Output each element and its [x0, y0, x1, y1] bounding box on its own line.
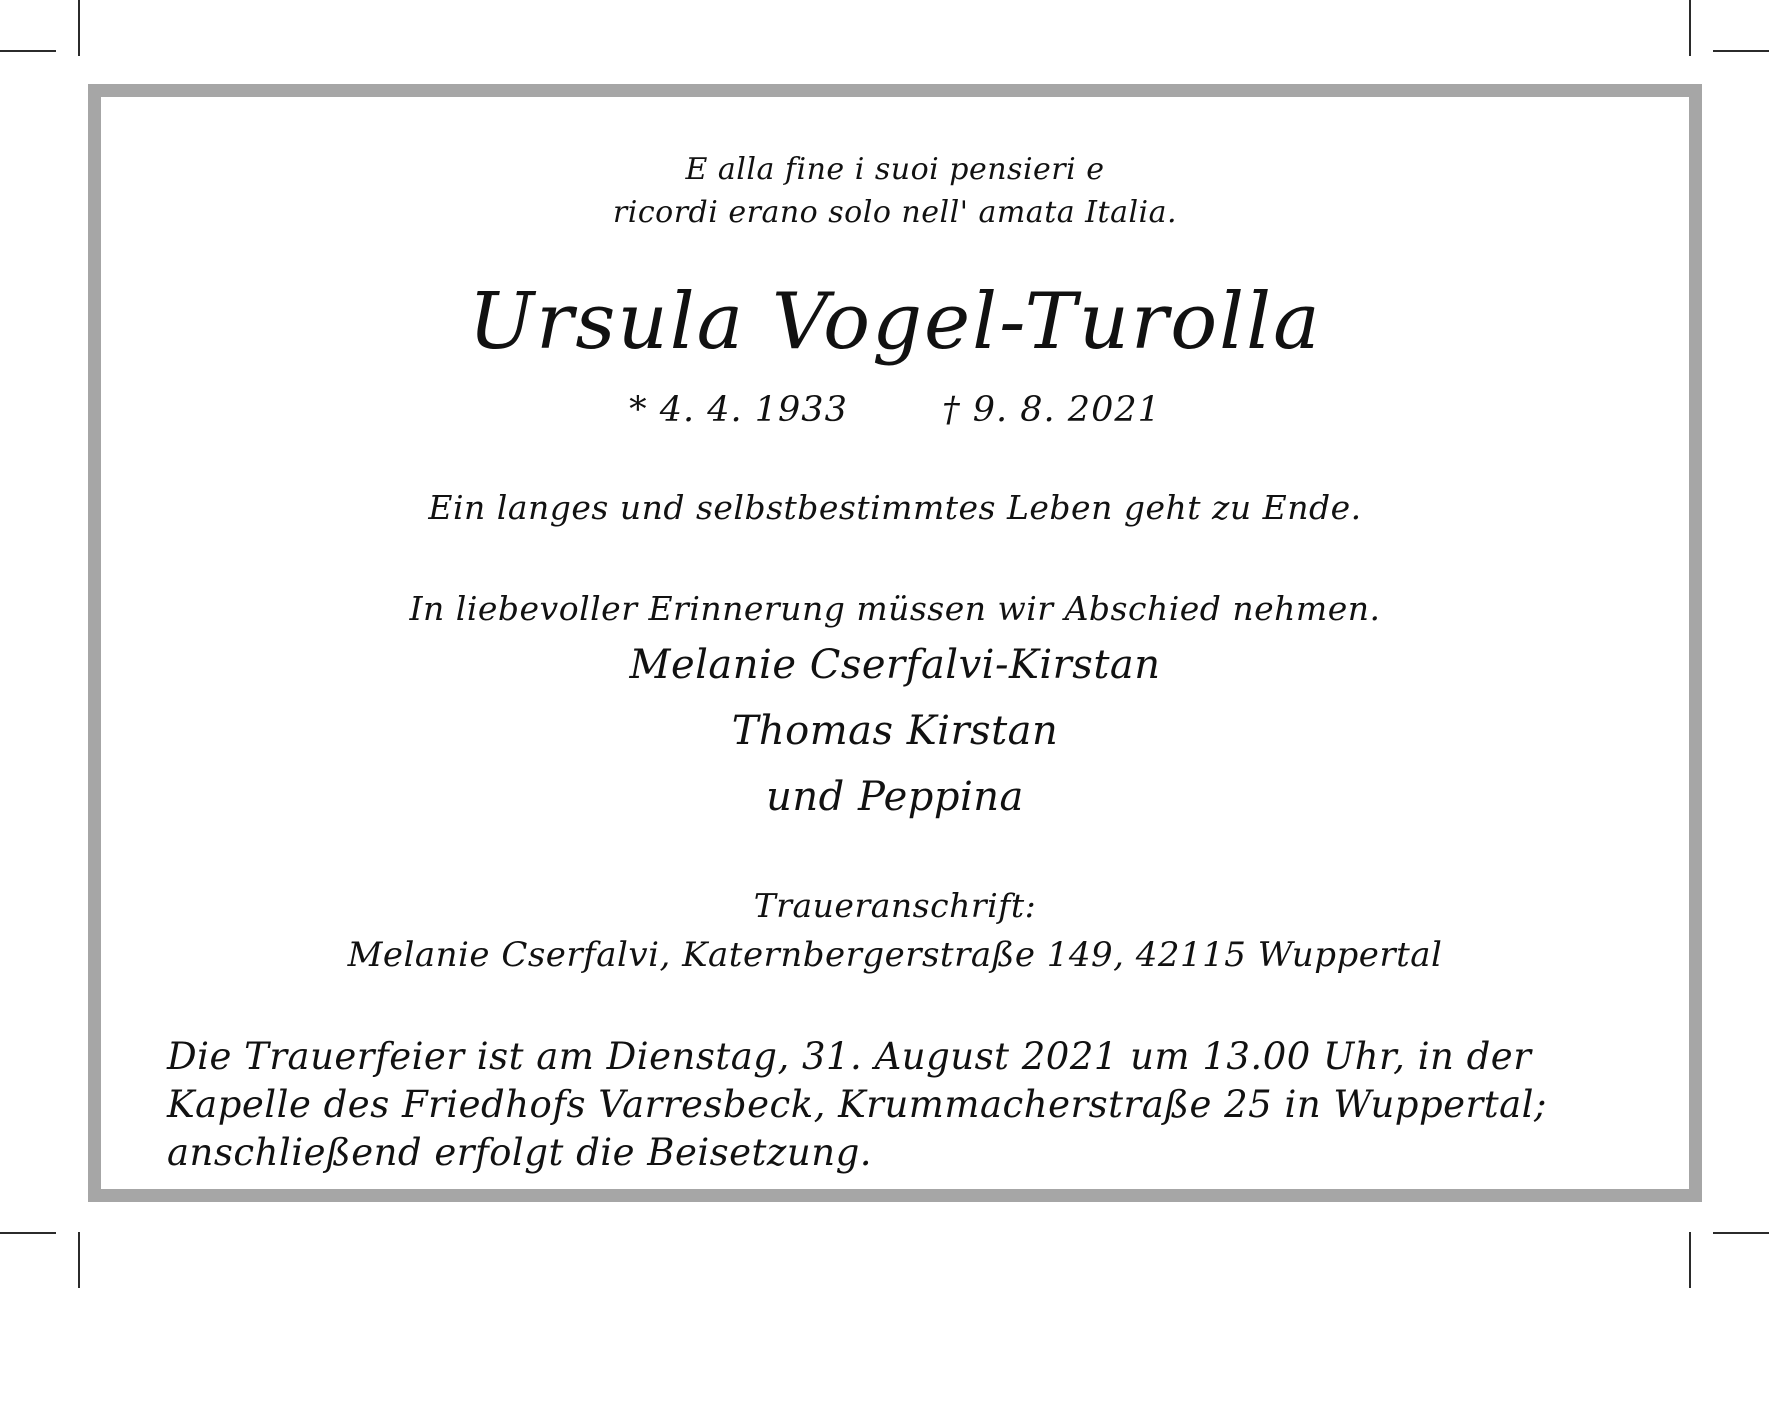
death-date: † 9. 8. 2021	[942, 390, 1161, 431]
ceremony-details: Die Trauerfeier ist am Dienstag, 31. August 2021 um 13.00 Uhr, in der Kapelle des Friedhofs Varresbeck, Krummacherstraße 25 in Wuppertal; anschließend erfolgt die Beisetzung.	[167, 1035, 1547, 1175]
life-sentence: Ein langes und selbstbestimmtes Leben geht zu Ende.	[428, 488, 1362, 528]
crop-mark-bottom-right-horizontal	[1713, 1232, 1769, 1234]
crop-mark-bottom-left-vertical	[78, 1232, 80, 1288]
mourning-address	[161, 886, 1629, 975]
survivor-name-2: Thomas Kirstan	[731, 708, 1059, 755]
crop-mark-top-left-horizontal	[0, 50, 56, 52]
mourning-address-label: Traueranschrift:	[753, 886, 1037, 926]
epigraph-line-2: ricordi erano solo nell' amata Italia.	[612, 194, 1178, 230]
obituary-card	[88, 84, 1702, 1202]
survivor-name-1: Melanie Cserfalvi-Kirstan	[629, 642, 1161, 689]
obituary-content	[101, 97, 1689, 1189]
crop-mark-bottom-left-horizontal	[0, 1232, 56, 1234]
crop-mark-top-left-vertical	[78, 0, 80, 56]
life-dates	[161, 390, 1629, 430]
epigraph	[161, 149, 1629, 234]
survivor-name-3: und Peppina	[766, 774, 1024, 821]
crop-mark-bottom-right-vertical	[1689, 1232, 1691, 1288]
birth-date: * 4. 4. 1933	[629, 390, 848, 431]
epigraph-line-1: E alla fine i suoi pensieri e	[685, 152, 1105, 187]
mourning-address-line: Melanie Cserfalvi, Katernbergerstraße 149, 42115 Wuppertal	[347, 935, 1443, 976]
deceased-name: Ursula Vogel-Turolla	[468, 277, 1322, 368]
farewell-intro: In liebevoller Erinnerung müssen wir Abschied nehmen.	[409, 589, 1381, 629]
crop-mark-top-right-horizontal	[1713, 50, 1769, 52]
crop-mark-top-right-vertical	[1689, 0, 1691, 56]
